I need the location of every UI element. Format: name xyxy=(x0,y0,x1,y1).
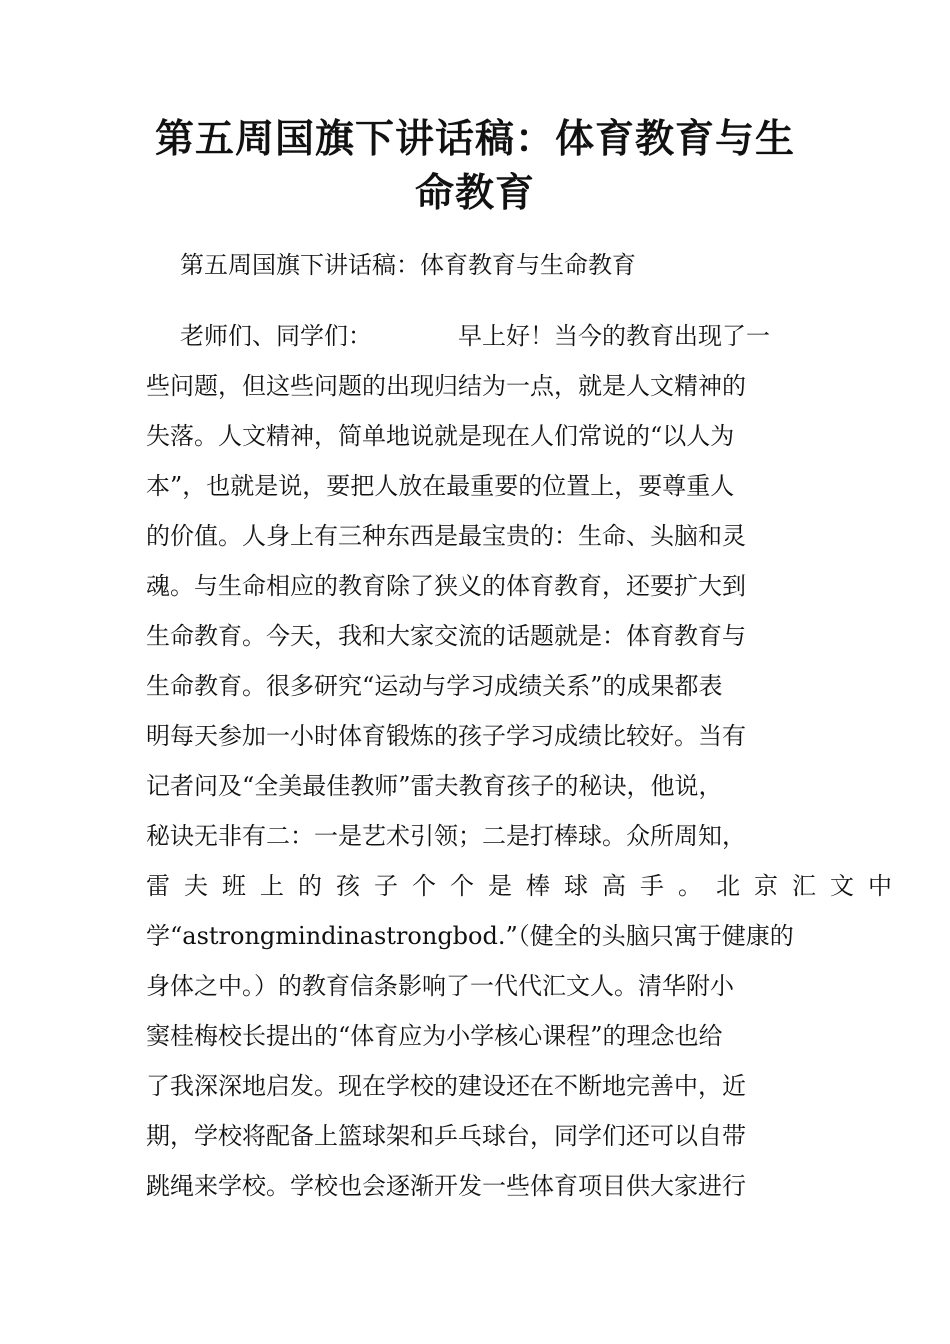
paragraph-line: 生命教育。很多研究“运动与学习成绩关系”的成果都表 xyxy=(146,672,723,700)
paragraph-line: 了我深深地启发。现在学校的建设还在不断地完善中，近 xyxy=(146,1072,746,1100)
document-subtitle xyxy=(146,240,806,290)
paragraph-line: 身体之中。）的教育信条影响了一代代汇文人。清华附小 xyxy=(146,972,734,1000)
speech-paragraph xyxy=(146,311,906,1211)
paragraph-line: 些问题，但这些问题的出现归结为一点，就是人文精神的 xyxy=(146,372,746,400)
paragraph-line: 记者问及“全美最佳教师”雷夫教育孩子的秘诀，他说， xyxy=(146,772,723,800)
paragraph-line: 明每天参加一小时体育锻炼的孩子学习成绩比较好。当有 xyxy=(146,722,746,750)
paragraph-line: 本”，也就是说，要把人放在最重要的位置上，要尊重人 xyxy=(146,472,735,500)
greeting-text: 早上好！当今的教育出现了一 xyxy=(458,322,770,350)
document-title: 第五周国旗下讲话稿：体育教育与生命教育 xyxy=(154,116,795,216)
paragraph-line: 的价值。人身上有三种东西是最宝贵的：生命、头脑和灵 xyxy=(146,522,746,550)
paragraph-line-first xyxy=(146,311,806,361)
paragraph-line: 窦桂梅校长提出的“体育应为小学核心课程”的理念也给 xyxy=(146,1022,723,1050)
paragraph-line: 跳绳来学校。学校也会逐渐开发一些体育项目供大家进行 xyxy=(146,1172,746,1200)
paragraph-line: 魂。与生命相应的教育除了狭义的体育教育，还要扩大到 xyxy=(146,572,746,600)
paragraph-line: 期，学校将配备上篮球架和乒乓球台，同学们还可以自带 xyxy=(146,1122,746,1150)
subtitle-line: 第五周国旗下讲话稿：体育教育与生命教育 xyxy=(180,251,636,279)
paragraph-line: 学“astrongmindinastrongbod.”（健全的头脑只寓于健康的 xyxy=(146,922,794,950)
paragraph-line: 生命教育。今天，我和大家交流的话题就是：体育教育与 xyxy=(146,622,746,650)
paragraph-line: 秘诀无非有二：一是艺术引领；二是打棒球。众所周知， xyxy=(146,822,746,850)
paragraph-line-spaced: 雷夫班上的孩子个个是棒球高手。北京汇文中 xyxy=(146,872,906,900)
salutation: 老师们、同学们： xyxy=(180,322,372,350)
paragraph-line: 失落。人文精神，简单地说就是现在人们常说的“以人为 xyxy=(146,422,735,450)
